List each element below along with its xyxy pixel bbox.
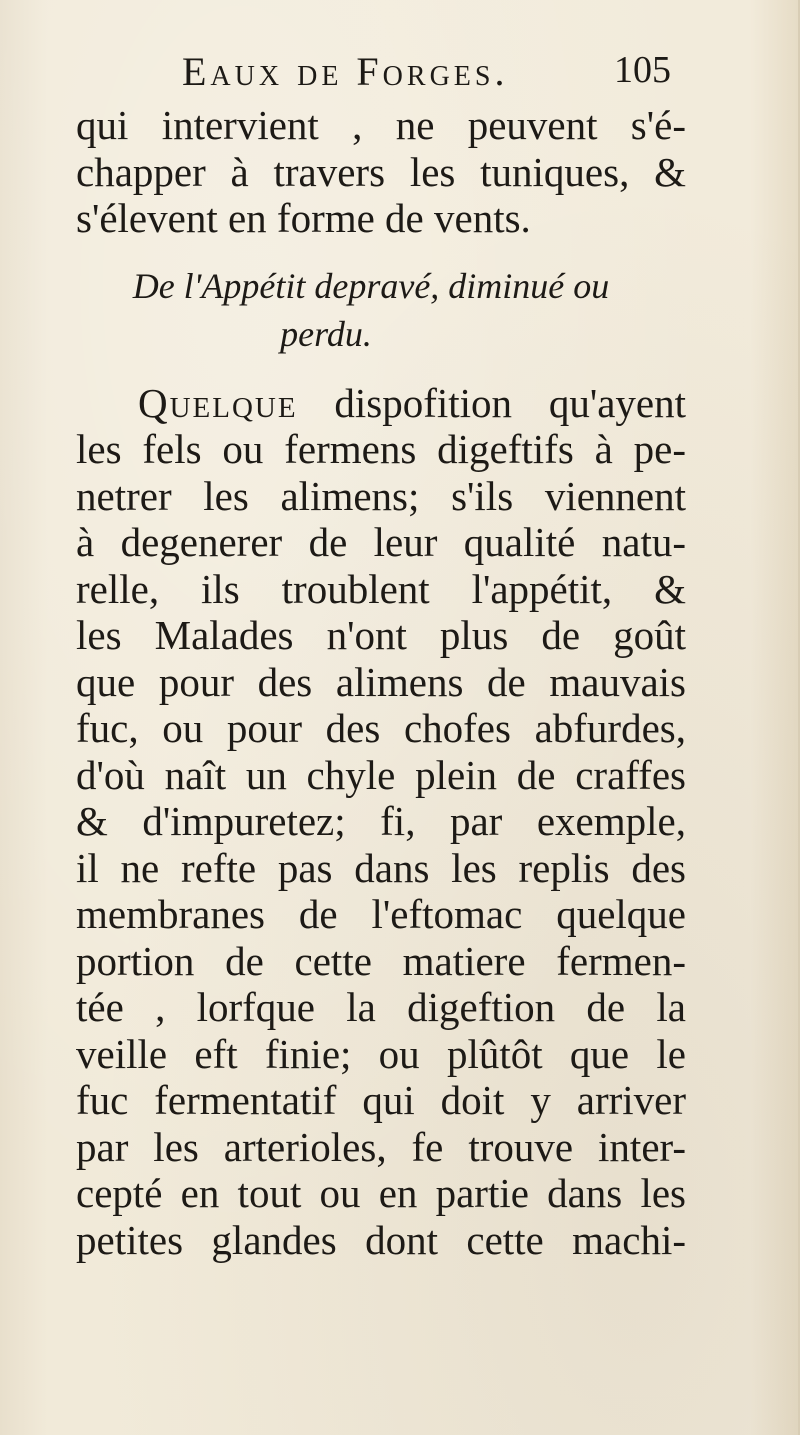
- page-number: 105: [614, 49, 671, 91]
- text-line: à degenerer de leur qualité natu-: [76, 519, 686, 565]
- text-line: portion de cette matiere fermen-: [76, 937, 686, 984]
- text-line: par les arterioles, fe trouve inter-: [76, 1123, 686, 1170]
- section-heading-line-1: De l'Appétit depravé, diminué ou: [132, 265, 610, 306]
- text-line: netrer les alimens; s'ils viennent: [76, 472, 686, 519]
- paragraph-first-line: [76, 380, 686, 427]
- running-head: [76, 42, 686, 102]
- text-line: que pour des alimens de mauvais: [76, 658, 686, 705]
- text-line: membranes de l'eftomac quelque: [76, 891, 686, 937]
- first-line-rest: dispofition qu'ayent: [334, 379, 686, 426]
- text-line: tée , lorfque la digeftion de la: [76, 984, 686, 1030]
- text-line: fuc, ou pour des chofes abfurdes,: [76, 705, 686, 751]
- text-line: relle, ils troublent l'appétit, &: [76, 565, 686, 612]
- running-head-title: Eaux de Forges.: [182, 49, 509, 94]
- continued-paragraph: [76, 102, 686, 242]
- text-line: les fels ou fermens digeftifs à pe-: [76, 426, 686, 472]
- section-heading-line-2: perdu.: [280, 313, 372, 354]
- text-line: s'élevent en forme de vents.: [76, 195, 531, 241]
- text-line: fuc fermentatif qui doit y arriver: [76, 1077, 686, 1123]
- text-line: petites glandes dont cette machi-: [76, 1216, 686, 1263]
- main-paragraph: [76, 380, 686, 1264]
- text-line: & d'impuretez; fi, par exemple,: [76, 798, 686, 844]
- text-line: cepté en tout ou en partie dans les: [76, 1170, 686, 1216]
- text-line: qui intervient , ne peuvent s'é-: [76, 102, 686, 148]
- text-line: veille eft finie; ou plûtôt que le: [76, 1030, 686, 1077]
- text-line: il ne refte pas dans les replis des: [76, 844, 686, 891]
- text-line: les Malades n'ont plus de goût: [76, 612, 686, 658]
- text-line: d'où naît un chyle plein de craffes: [76, 751, 686, 798]
- opening-word: Quelque: [138, 379, 298, 426]
- text-block: [76, 42, 686, 1263]
- text-line: chapper à travers les tuniques, &: [76, 148, 686, 195]
